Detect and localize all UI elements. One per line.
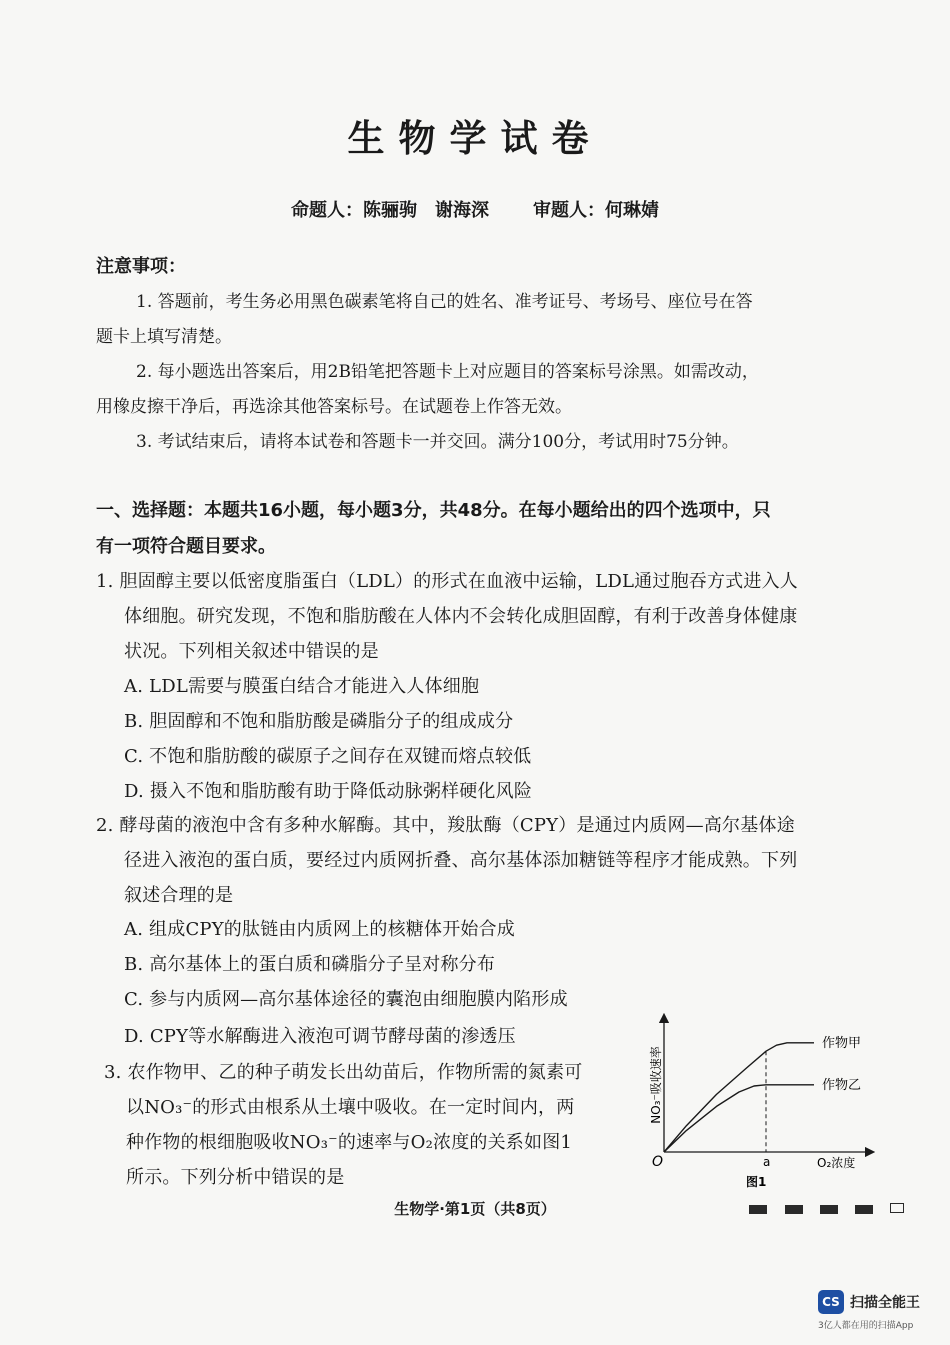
q1-stem: 1. 胆固醇主要以低密度脂蛋白（LDL）的形式在血液中运输，LDL通过胞吞方式进入人	[96, 571, 798, 592]
q1-option-b: B. 胆固醇和不饱和脂肪酸是磷脂分子的组成成分	[124, 711, 514, 732]
scan-mark	[749, 1205, 767, 1214]
series-line-yi	[664, 1085, 814, 1152]
scanner-name: 扫描全能王	[850, 1295, 920, 1311]
scan-mark	[855, 1205, 873, 1214]
q3-stem: 所示。下列分析中错误的是	[126, 1167, 345, 1188]
page-title: 生物学试卷	[347, 116, 603, 160]
setter-label: 命题人：	[291, 200, 363, 221]
q3-stem: 以NO₃⁻的形式由根系从土壤中吸收。在一定时间内，两	[126, 1097, 575, 1118]
section-heading: 一、选择题：本题共16小题，每小题3分，共48分。在每小题给出的四个选项中，只	[96, 500, 771, 521]
q1-option-d: D. 摄入不饱和脂肪酸有助于降低动脉粥样硬化风险	[124, 781, 533, 802]
a-marker-label: a	[763, 1155, 771, 1169]
scan-mark	[785, 1205, 803, 1214]
origin-label: O	[652, 1154, 664, 1170]
q1-option-a: A. LDL需要与膜蛋白结合才能进入人体细胞	[124, 676, 480, 697]
x-axis-label: O₂浓度	[817, 1156, 856, 1170]
notice-line: 1. 答题前，考生务必用黑色碳素笔将自己的姓名、准考证号、考场号、座位号在答	[136, 292, 753, 312]
series-line-jia	[664, 1043, 814, 1152]
q2-option-d: D. CPY等水解酶进入液泡可调节酵母菌的渗透压	[124, 1026, 516, 1047]
notice-line: 用橡皮擦干净后，再选涂其他答案标号。在试题卷上作答无效。	[96, 397, 572, 417]
scan-mark	[820, 1205, 838, 1214]
figure-1-chart	[640, 1010, 900, 1195]
q2-option-b: B. 高尔基体上的蛋白质和磷脂分子呈对称分布	[124, 954, 496, 975]
section-heading-cont: 有一项符合题目要求。	[96, 536, 276, 557]
notice-line: 3. 考试结束后，请将本试卷和答题卡一并交回。满分100分，考试用时75分钟。	[136, 432, 739, 452]
q2-stem: 叙述合理的是	[124, 885, 234, 906]
series-label-yi: 作物乙	[822, 1077, 862, 1093]
scan-mark	[890, 1203, 904, 1213]
q1-stem: 状况。下列相关叙述中错误的是	[124, 641, 379, 662]
figure-caption: 图1	[746, 1175, 767, 1189]
q2-stem: 径进入液泡的蛋白质，要经过内质网折叠、高尔基体添加糖链等程序才能成熟。下列	[124, 850, 798, 871]
scanner-tagline: 3亿人都在用的扫描App	[818, 1321, 914, 1331]
scanner-logo: CS	[818, 1290, 844, 1314]
q2-option-a: A. 组成CPY的肽链由内质网上的核糖体开始合成	[124, 919, 516, 940]
series-label-jia: 作物甲	[822, 1035, 862, 1051]
notice-line: 2. 每小题选出答案后，用2B铅笔把答题卡上对应题目的答案标号涂黑。如需改动，	[136, 362, 759, 382]
q1-option-c: C. 不饱和脂肪酸的碳原子之间存在双键而熔点较低	[124, 746, 532, 767]
q3-stem: 3. 农作物甲、乙的种子萌发长出幼苗后，作物所需的氮素可	[104, 1062, 583, 1083]
notice-line: 题卡上填写清楚。	[96, 327, 232, 347]
authors-line	[0, 196, 950, 222]
q2-stem: 2. 酵母菌的液泡中含有多种水解酶。其中，羧肽酶（CPY）是通过内质网—高尔基体途	[96, 815, 795, 836]
q1-stem: 体细胞。研究发现，不饱和脂肪酸在人体内不会转化成胆固醇，有利于改善身体健康	[124, 606, 798, 627]
notice-heading: 注意事项：	[96, 256, 186, 277]
q2-option-c: C. 参与内质网—高尔基体途径的囊泡由细胞膜内陷形成	[124, 989, 568, 1010]
setters: 陈骊驹 谢海深	[363, 200, 489, 221]
reviewer-label: 审题人：	[533, 200, 605, 221]
q3-stem: 种作物的根细胞吸收NO₃⁻的速率与O₂浓度的关系如图1	[126, 1132, 573, 1153]
reviewer: 何琳婧	[605, 200, 659, 221]
page-footer: 生物学·第1页（共8页）	[394, 1200, 556, 1218]
y-axis-label: NO₃⁻吸收速率	[649, 1046, 663, 1124]
